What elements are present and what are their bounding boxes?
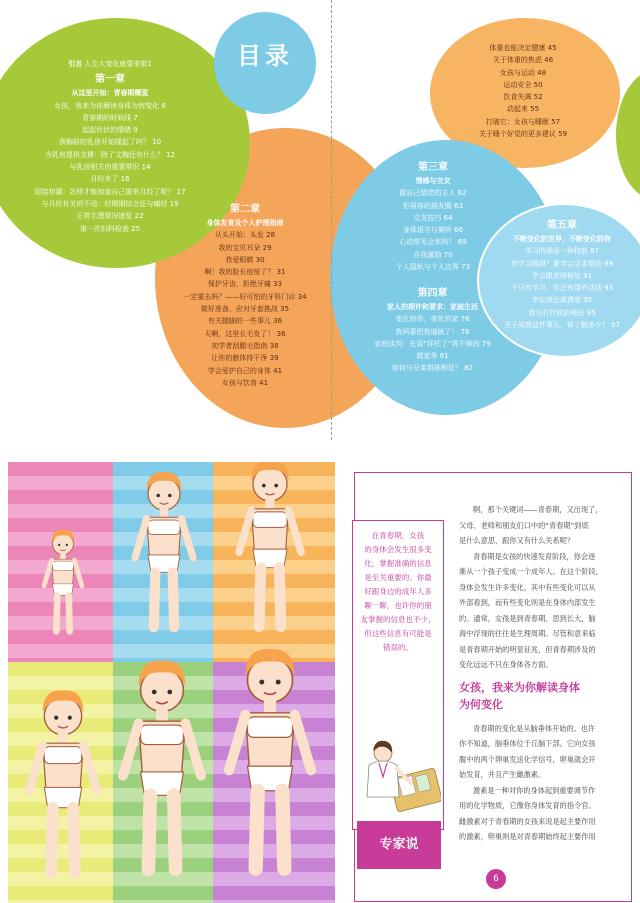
toc-item[interactable]: 正常生理情况速览 22 <box>76 212 144 221</box>
toc-item[interactable]: 有关腿脚的一些事儿 36 <box>207 317 283 326</box>
girl-figure-2 <box>135 472 193 627</box>
expert-label: 专家说 <box>357 821 441 869</box>
girl-figure-3 <box>239 462 301 627</box>
sidebar-line: 在青春期，女孩 <box>371 531 425 540</box>
text-line: 始发育，并且产生雌激素。 <box>459 770 546 779</box>
toc-item[interactable]: 关于成熟这件事儿，你了解多少？ 97 <box>503 321 621 330</box>
toc-item[interactable]: 体重也能决定健康 45 <box>489 44 557 52</box>
chapter1-section: 从这里开始：青春期概览 <box>71 89 149 98</box>
text-line: 外部看到，而有些变化则是在身体内部发生 <box>459 598 596 607</box>
text-line: 啊，那个关键词——青春期，又出现了， <box>473 505 603 514</box>
toc-item[interactable]: 第一次妇科检查 25 <box>79 224 141 233</box>
toc-item[interactable]: 我的宝贝耳朵 29 <box>218 243 272 252</box>
toc-item[interactable]: 女孩与饮食 41 <box>221 378 269 387</box>
toc-item[interactable]: 拒展你的朋友圈 63 <box>402 201 464 210</box>
toc-item[interactable]: 运动安全 50 <box>503 80 543 89</box>
text-line: 海中浮现的往往是生理周期。尽管和意来临 <box>459 629 596 638</box>
toc-item[interactable]: 动起来 55 <box>506 105 540 114</box>
toc-item[interactable]: 做自己情绪的主人 62 <box>399 189 467 198</box>
chapter4-label: 第四章 <box>417 288 448 299</box>
paragraph-1 <box>459 502 634 549</box>
text-line: 雌激素对于青春期的女孩来说是起主要作用 <box>459 816 596 826</box>
toc-item[interactable]: 学会爱护自己的身体 41 <box>207 366 283 375</box>
heading-line: 女孩，我来为你解读身体 <box>459 680 580 694</box>
chapter2-section: 身体发育及个人护理指南 <box>206 219 284 227</box>
toc-item[interactable]: 我爱眼睛 30 <box>225 255 265 264</box>
chapter3-label: 第三章 <box>418 162 448 173</box>
page-fold <box>331 0 332 440</box>
toc-item[interactable]: 饮食失调 52 <box>503 93 543 102</box>
toc-item[interactable]: 不只有学习，你还有课外活动 93 <box>510 284 614 293</box>
toc-item[interactable]: 打破它：女孩与睡眠 57 <box>485 117 561 126</box>
text-line: 腹中的两个卵巢发送化学信号，卵巢就会开 <box>459 754 596 764</box>
page-number: 6 <box>486 869 506 889</box>
text-line: 渐从一个孩子变成一个成年人。在这个阶段， <box>459 567 603 576</box>
sidebar-line: 但这些信息有可能是 <box>364 629 432 638</box>
chapter2-cont-toc <box>448 42 598 140</box>
toc-title: 目录 <box>237 42 293 70</box>
sidebar-line: 友掌握的信息也不少， <box>360 615 436 624</box>
toc-item[interactable]: 与月经有关的不适：经期期综合征与痛经 19 <box>41 199 179 208</box>
toc-item[interactable]: 身体语言与倾听 66 <box>402 226 464 235</box>
toc-item[interactable]: 如何与兄弟姐妹相处？ 82 <box>391 364 474 373</box>
toc-item[interactable]: 关于体重的焦虑 46 <box>492 56 554 65</box>
expert-doctor-illustration <box>353 733 441 823</box>
paragraph-3 <box>459 721 634 783</box>
chapter4-section: 家人的期许和要求：家庭生活 <box>387 303 478 311</box>
text-line: 的激素，卵巢则是对青春期始终起主要作用 <box>459 832 596 841</box>
chapter2-label: 第二章 <box>230 204 260 215</box>
sidebar-text <box>359 529 437 655</box>
toc-item[interactable]: 我为打针吹的秘诀 95 <box>528 308 596 317</box>
toc-item[interactable]: 关于睡个好觉的更多建议 59 <box>478 130 568 139</box>
text-line: 是青春期开始的明显征兆，但青春期涉及的 <box>459 644 596 654</box>
intro-title: 人生大变化就要来啦1 <box>84 60 152 68</box>
toc-item[interactable]: 女孩与运动 48 <box>499 68 547 77</box>
girls-illustration <box>8 462 335 903</box>
toc-item[interactable]: 我胸前的乳房开始隆起了吗？ 10 <box>58 138 162 147</box>
toc-item[interactable]: 从头开始：头发 28 <box>214 231 276 240</box>
sidebar-line: 是至关重要的。你最 <box>364 573 432 582</box>
toc-item[interactable]: 学习的确是一种技能 87 <box>524 247 600 256</box>
text-line: 青春期是女孩的快速发育阶段，你会逐 <box>473 551 596 561</box>
toc-item[interactable]: 青春期的时间线 7 <box>82 113 138 122</box>
text-line: 青春期的变化是从脑垂体开始的。也许 <box>473 723 596 733</box>
paragraph-2 <box>459 549 634 673</box>
girl-figure-4 <box>29 690 97 872</box>
toc-item[interactable]: 起起伏伏的情绪 9 <box>82 126 138 135</box>
text-line: 你不知道，脑垂体位于丘脑下部。它向女孩 <box>459 739 596 748</box>
chapter3-section: 情感与交友 <box>415 177 451 185</box>
toc-item[interactable]: 自我激励 70 <box>413 250 453 259</box>
sidebar-line: 的身体会发生很多变 <box>364 545 432 554</box>
text-line: 的。通常，女孩是到青春期、思到长大，脑 <box>459 613 596 623</box>
sidebar-line: 化，掌握准确的信息 <box>364 559 432 568</box>
toc-item[interactable]: 初学者刮腿毛指南 38 <box>211 341 279 350</box>
chapter1-label: 第一章 <box>95 74 125 86</box>
chapter5-toc <box>487 216 637 331</box>
toc-item[interactable]: 与乳房相关的重要常识 14 <box>69 163 151 172</box>
toc-item[interactable]: 做家务 81 <box>416 352 449 361</box>
paragraph-4 <box>459 783 634 845</box>
girl-figure-1 <box>44 530 82 632</box>
toc-item[interactable]: 幸运地远离诱惑 95 <box>531 296 593 305</box>
girl-figure-6 <box>229 649 311 868</box>
toc-item[interactable]: 迎接初潮：怎样才能知道自己要来月经了呢？ 17 <box>34 187 186 196</box>
text-line: 是什么意思，跟你又有什么关系呢？ <box>459 536 575 545</box>
toc-item[interactable]: 家庭谈判：先说“拜托了”再不够的 79 <box>374 339 491 348</box>
toc-item[interactable]: 一定要去吗？——好可怕的牙科门诊 34 <box>183 292 307 301</box>
toc-item[interactable]: 我妈要把我逼疯了！ 76 <box>395 327 470 336</box>
toc-item[interactable]: 个人隐私与个人边界 73 <box>395 263 471 272</box>
toc-item[interactable]: 学会跟老师相处 91 <box>531 271 593 280</box>
sidebar-line: 好跟身边的成年人多 <box>364 587 432 596</box>
text-line: 变化远远不只在身体各方面。 <box>459 660 553 669</box>
toc-item[interactable]: 心动常见会来吗？ 69 <box>399 238 467 247</box>
sidebar-line: 错误的。 <box>383 643 413 652</box>
text-line: 父母、老师和朋友们口中的“青春期”到底 <box>459 520 589 530</box>
toc-item[interactable]: 做好准备，应对牙套挑战 35 <box>200 305 290 314</box>
text-line: 身体会发生许多变化，其中有些变化可以从 <box>459 582 596 592</box>
toc-item[interactable]: 保护牙齿，拒绝牙痛 33 <box>207 280 283 289</box>
intro-line[interactable] <box>20 58 200 70</box>
chapter2-toc <box>170 200 320 389</box>
intro-prefix: 引言 <box>68 60 83 68</box>
section-heading <box>459 679 634 713</box>
toc-item[interactable]: 变化的你，变化的家 76 <box>395 315 470 324</box>
sidebar-box <box>352 520 444 852</box>
toc-item[interactable]: 女孩，我来为你解读身体为何变化 6 <box>54 101 166 110</box>
chapter5-label: 第五章 <box>547 220 577 231</box>
toc-item[interactable]: 有学习障碍？要学会寻求帮助 89 <box>510 259 614 268</box>
chapter5-section: 不断变化的世界，不断变化的你 <box>513 235 611 243</box>
heading-line: 为何变化 <box>459 697 503 711</box>
toc-item[interactable]: 为乳房提供支撑：除了文胸还有什么？ 12 <box>44 150 176 159</box>
toc-item[interactable]: 天啊，这里长毛发了！ 36 <box>204 329 286 338</box>
text-line: 用的化学物质，它像你身体发育的指令官。 <box>459 801 596 810</box>
body-text <box>459 502 634 845</box>
toc-item[interactable]: 让你的腋体持干净 39 <box>211 354 279 363</box>
toc-item[interactable]: 月经来了 16 <box>90 175 130 184</box>
text-page <box>344 462 640 903</box>
text-line: 激素是一种对你的身体起到重要调节作 <box>473 785 596 795</box>
toc-item[interactable]: 交友技巧 64 <box>413 213 453 222</box>
sidebar-line: 聊一聊，也许你的朋 <box>364 601 432 610</box>
toc-spread <box>0 0 640 440</box>
illustration-page <box>8 462 335 903</box>
toc-item[interactable]: 啊！我的脸长痘痘了？ 31 <box>204 268 286 277</box>
chapter3-toc <box>358 158 508 273</box>
girl-figure-5 <box>123 661 201 870</box>
